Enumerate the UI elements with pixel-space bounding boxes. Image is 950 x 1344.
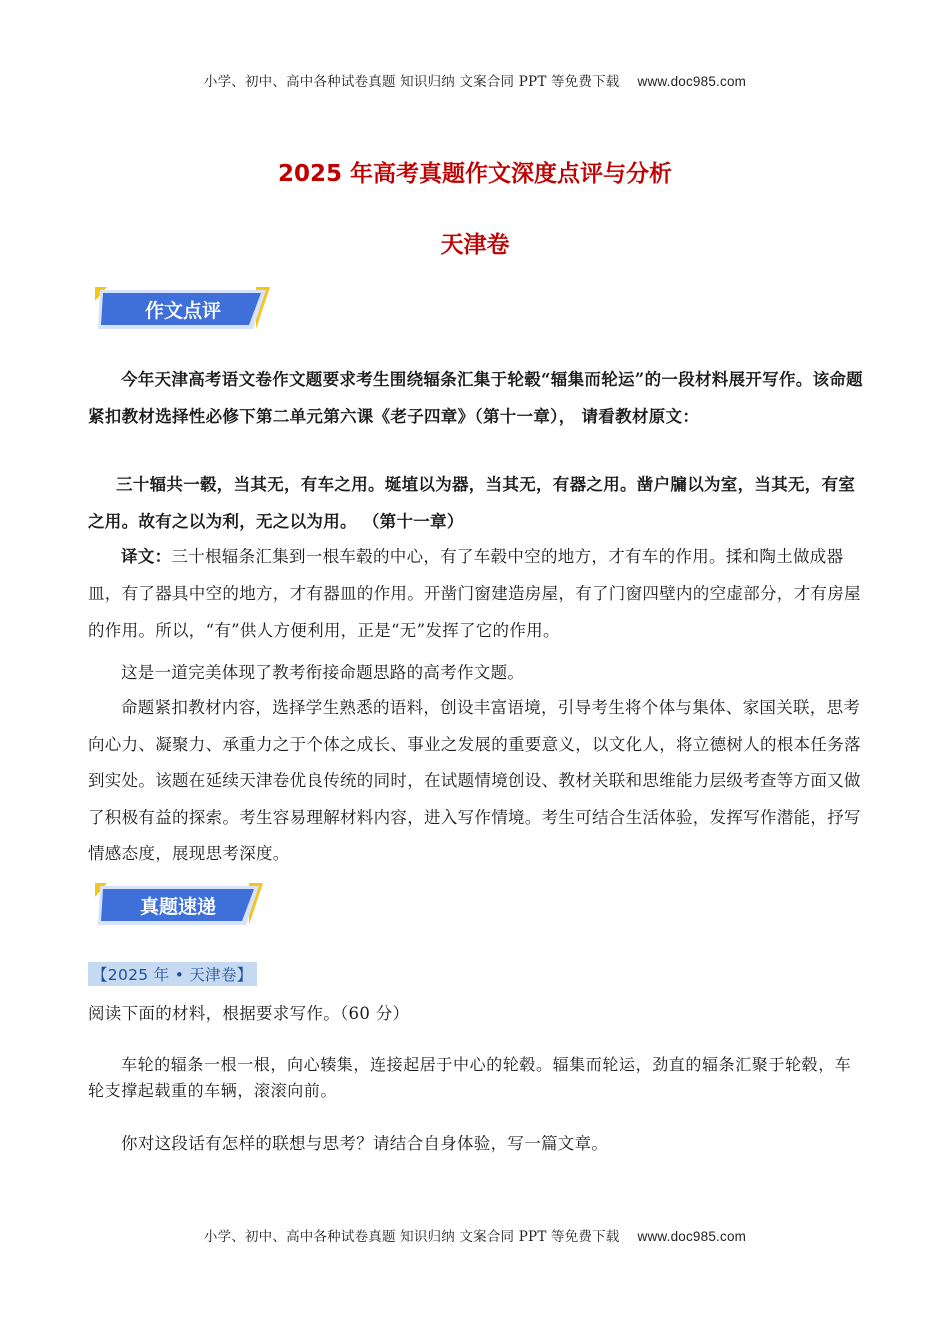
translation-paragraph xyxy=(88,538,868,649)
footer-text: 小学、初中、高中各种试卷真题 知识归纳 文案合同 PPT 等免费下载 xyxy=(203,1229,620,1245)
footer-url[interactable]: www.doc985.com xyxy=(637,1229,747,1244)
banner-review-label: 作文点评 xyxy=(144,300,222,322)
page-subtitle: 天津卷 xyxy=(440,232,510,258)
analysis-paragraph: 命题紧扣教材内容，选择学生熟悉的语料，创设丰富语境，引导考生将个体与集体、家国关联，思考向心力、凝聚力、承重力之于个体之成长、事业之发展的重要意义，以文化人，将立德树人的根本任务落到实处。该题在延续天津卷优良传统的同时，在试题情境创设、教材关联和思维能力层级考查等方面又做了积极有益的探索。考生容易理解材料内容，进入写作情境。考生可结合生活体验，发挥写作潜能，抒写情感态度，展现思考深度。 xyxy=(88,698,861,863)
perfect-statement: 这是一道完美体现了教考衔接命题思路的高考作文题。 xyxy=(121,663,525,682)
page-title: 2025 年高考真题作文深度点评与分析 xyxy=(277,161,673,187)
page-footer xyxy=(0,1225,950,1245)
intro-paragraph: 今年天津高考语文卷作文题要求考生围绕辐条汇集于轮毂“辐集而轮运”的一段材料展开写作。该命题紧扣教材选择性必修下第二单元第六课《老子四章》（第十一章）， 请看教材原文： xyxy=(88,370,863,426)
material-paragraph: 车轮的辐条一根一根，向心辏集，连接起居于中心的轮毂。辐集而轮运，劲直的辐条汇聚于轮毂，车轮支撑起载重的车辆，滚滚向前。 xyxy=(88,1055,852,1100)
page-header xyxy=(0,70,950,90)
banner-exam-label: 真题速递 xyxy=(139,896,217,918)
header-url[interactable]: www.doc985.com xyxy=(637,74,747,89)
section-banner-review xyxy=(95,287,270,332)
translation-label: 译文： xyxy=(121,547,172,566)
translation-text: 三十根辐条汇集到一根车毂的中心，有了车毂中空的地方，才有车的作用。揉和陶土做成器皿，有了器具中空的地方，才有器皿的作用。开凿门窗建造房屋，有了门窗四壁内的空虚部分，才有房屋的作用。所以，“有”供人方便利用，正是“无”发挥了它的作用。 xyxy=(88,547,861,640)
section-banner-exam xyxy=(95,883,263,928)
writing-prompt: 你对这段话有怎样的联想与思考？请结合自身体验，写一篇文章。 xyxy=(121,1134,609,1153)
read-instruction: 阅读下面的材料，根据要求写作。（60 分） xyxy=(88,1004,410,1023)
header-text: 小学、初中、高中各种试卷真题 知识归纳 文案合同 PPT 等免费下载 xyxy=(203,74,620,90)
exam-source-tag: 【2025 年 • 天津卷】 xyxy=(88,962,257,986)
original-text: 三十辐共一毂，当其无，有车之用。埏埴以为器，当其无，有器之用。凿户牖以为室，当其无，有室之用。故有之以为利，无之以为用。 （第十一章） xyxy=(88,475,856,531)
